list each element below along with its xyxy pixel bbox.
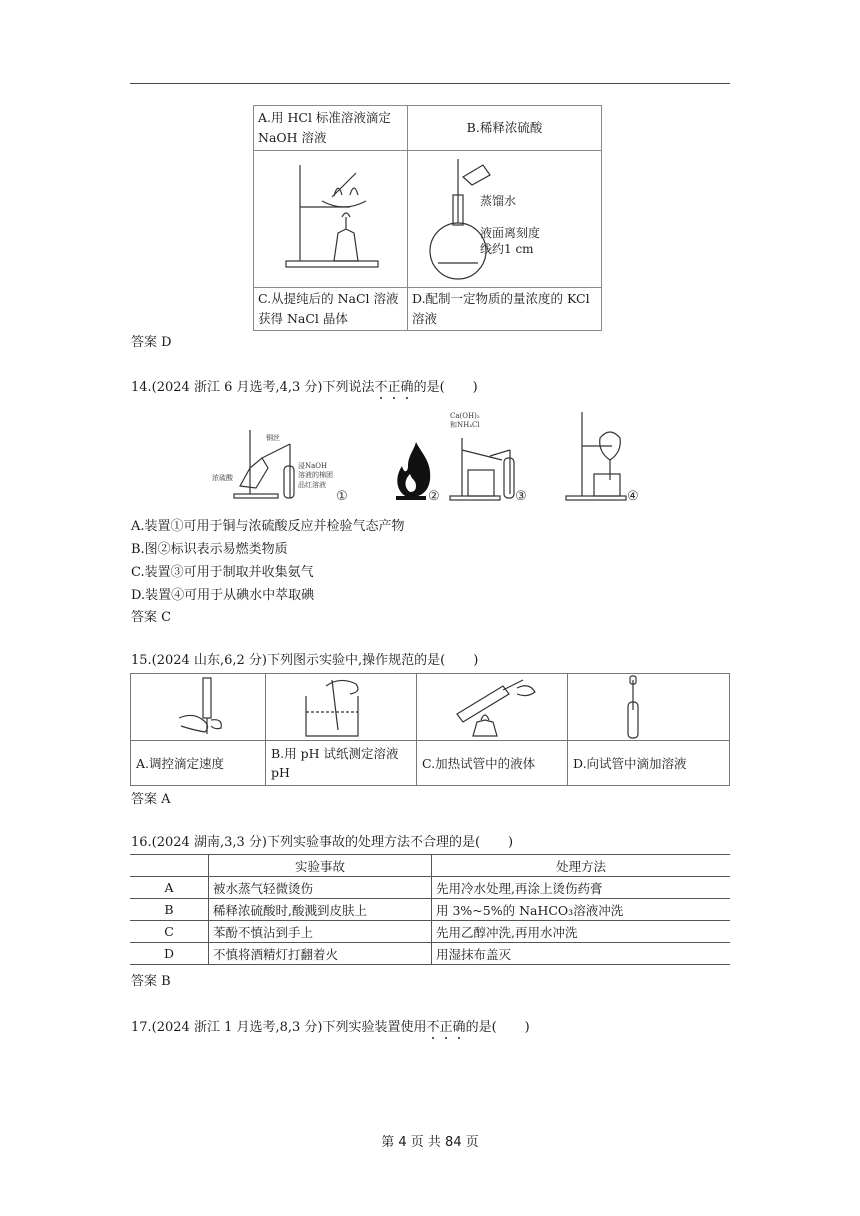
table-header-row: 实验事故 处理方法 xyxy=(130,855,730,877)
q15-label-a: A.调控滴定速度 xyxy=(131,741,266,786)
label-n4: ④ xyxy=(627,489,639,504)
label-n1: ① xyxy=(336,489,348,504)
label-naoh-2: 溶液的棉团 xyxy=(298,471,333,479)
q15-label-d: D.向试管中滴加溶液 xyxy=(568,741,730,786)
label-cu-wire: 铜丝 xyxy=(266,434,280,442)
q14-figures xyxy=(210,408,650,504)
q15-answer: 答案 A xyxy=(131,792,171,807)
q13-cell-b: B.稀释浓硫酸 xyxy=(408,106,602,151)
page-footer: 第 4 页 共 84 页 xyxy=(381,1135,479,1150)
q14-answer: 答案 C xyxy=(131,610,172,625)
q13-cell-a: A.用 HCl 标准溶液滴定 NaOH 溶液 xyxy=(254,106,408,151)
header-rule xyxy=(130,83,730,84)
q13-figure-a xyxy=(254,151,408,288)
q14-stem: 14.(2024 浙江 6 月选考,4,3 分)下列说法不正确的是( ) xyxy=(131,380,478,395)
label-caoh: Ca(OH)₂ xyxy=(450,412,480,420)
evaporation-apparatus-figure xyxy=(254,151,407,287)
q16-answer: 答案 B xyxy=(131,974,171,989)
burette-figure xyxy=(131,674,265,740)
label-n3: ③ xyxy=(515,489,527,504)
label-naoh-1: 浸NaOH xyxy=(298,462,328,470)
flammable-icon xyxy=(396,442,430,500)
q15-figure-d xyxy=(568,674,730,741)
q14-option-c: C.装置③可用于制取并收集氨气 xyxy=(131,565,314,580)
label-nh4cl: 和NH₄Cl xyxy=(450,421,480,429)
q15-stem: 15.(2024 山东,6,2 分)下列图示实验中,操作规范的是( ) xyxy=(131,653,479,668)
label-scale-1: 液面离刻度 xyxy=(480,226,541,240)
label-pinhong: 品红溶液 xyxy=(298,481,326,489)
ph-paper-figure xyxy=(266,674,416,740)
q15-figure-a xyxy=(131,674,266,741)
table-row: C 苯酚不慎沾到手上 先用乙醇冲洗,再用水冲洗 xyxy=(130,921,730,943)
q15-options-table xyxy=(130,673,730,786)
q13-cell-c: C.从提纯后的 NaCl 溶液获得 NaCl 晶体 xyxy=(254,288,408,331)
q15-figure-c xyxy=(417,674,568,741)
q16-stem: 16.(2024 湖南,3,3 分)下列实验事故的处理方法不合理的是( ) xyxy=(131,835,514,850)
table-row: A 被水蒸气轻微烫伤 先用冷水处理,再涂上烫伤药膏 xyxy=(130,877,730,899)
q16-table xyxy=(130,854,730,965)
label-scale-2: 线约1 cm xyxy=(480,242,534,256)
q14-option-b: B.图②标识表示易燃类物质 xyxy=(131,542,288,557)
label-n2: ② xyxy=(428,489,440,504)
q14-option-d: D.装置④可用于从碘水中萃取碘 xyxy=(131,588,315,603)
volumetric-flask-figure xyxy=(408,151,601,287)
q15-label-b: B.用 pH 试纸测定溶液 pH xyxy=(266,741,417,786)
q15-label-c: C.加热试管中的液体 xyxy=(417,741,568,786)
label-conc-acid: 浓硫酸 xyxy=(212,474,233,482)
label-distilled-water: 蒸馏水 xyxy=(480,194,517,208)
q15-figure-b xyxy=(266,674,417,741)
q14-option-a: A.装置①可用于铜与浓硫酸反应并检验气态产物 xyxy=(131,519,405,534)
q13-options-table xyxy=(253,105,602,331)
q13-cell-d: D.配制一定物质的量浓度的 KCl 溶液 xyxy=(408,288,602,331)
q17-stem: 17.(2024 浙江 1 月选考,8,3 分)下列实验装置使用不正确的是( ) xyxy=(131,1020,530,1035)
q13-answer: 答案 D xyxy=(131,335,172,350)
dropper-figure xyxy=(568,674,728,740)
q13-figure-b xyxy=(408,151,602,288)
table-row: B 稀释浓硫酸时,酸溅到皮肤上 用 3%~5%的 NaHCO₃溶液冲洗 xyxy=(130,899,730,921)
table-row: D 不慎将酒精灯打翻着火 用湿抹布盖灭 xyxy=(130,943,730,965)
heating-test-tube-figure xyxy=(417,674,567,740)
q14-apparatus-row xyxy=(210,408,650,504)
